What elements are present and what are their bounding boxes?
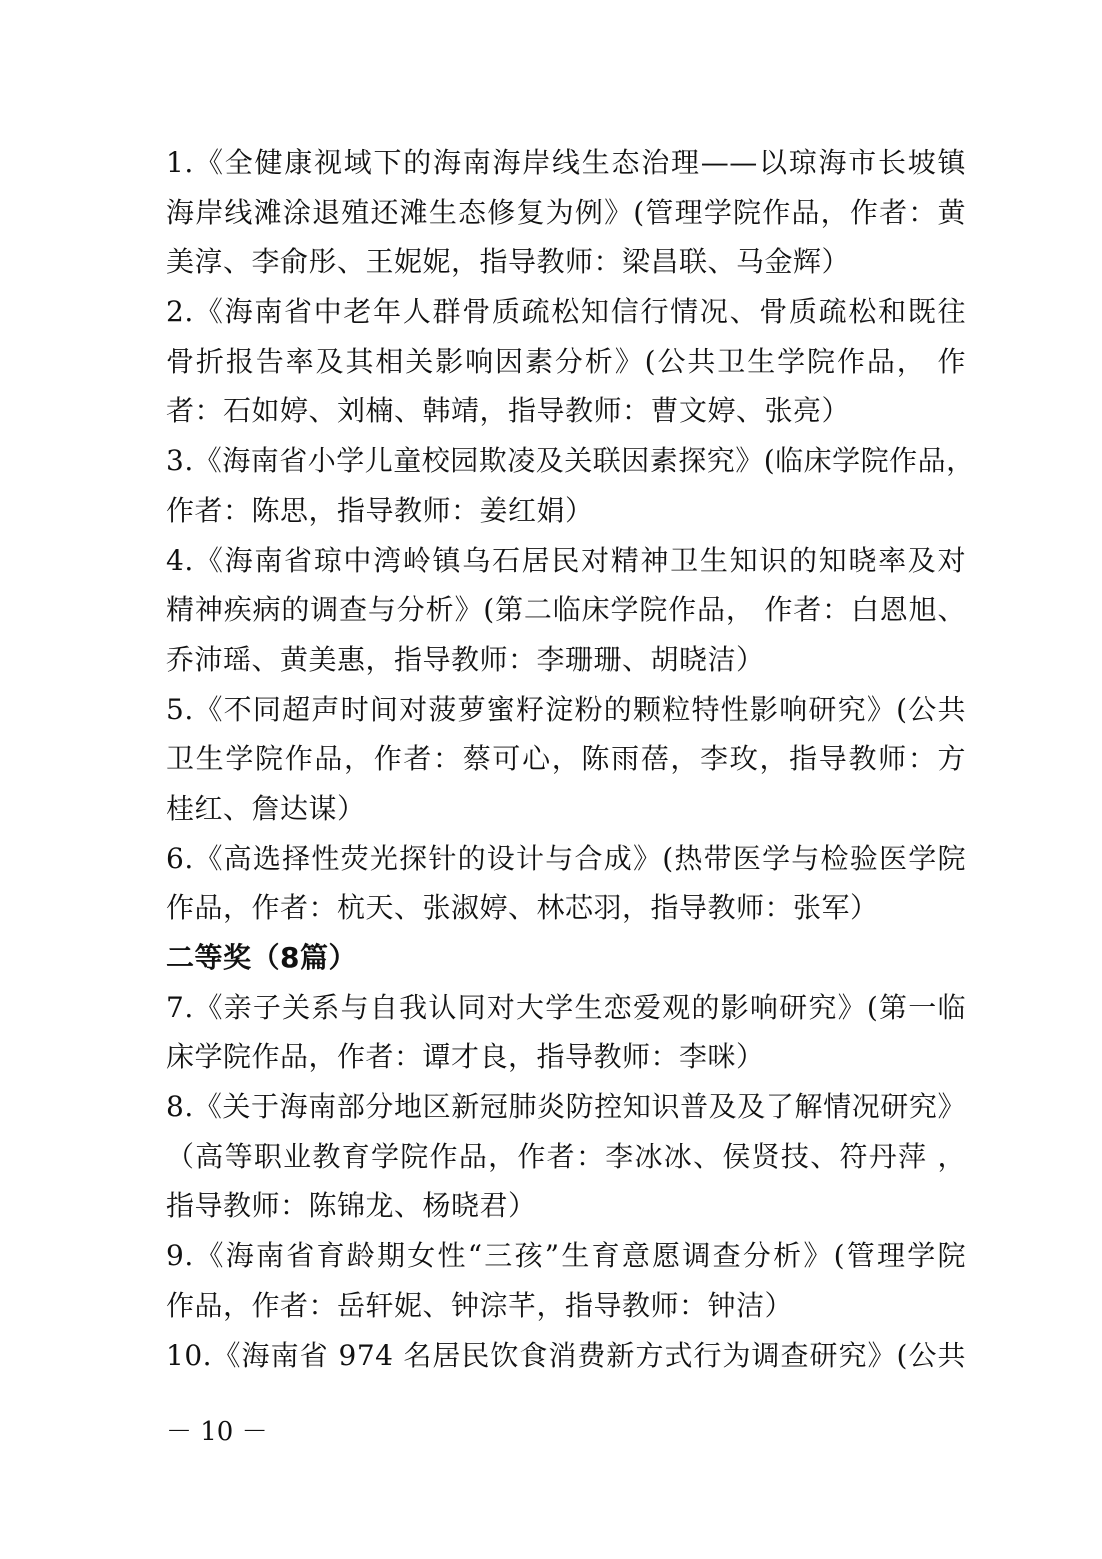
text-line: 指导教师：陈锦龙、杨晓君） (166, 1189, 537, 1223)
text-line: （高等职业教育学院作品，作者：李冰冰、侯贤技、符丹萍 ， (166, 1139, 966, 1173)
text-line: 卫生学院作品，作者：蔡可心，陈雨蓓，李玫，指导教师：方 (166, 742, 966, 776)
document-body (166, 138, 975, 1380)
text-line: 桂红、詹达谋） (166, 791, 366, 825)
text-line: 作品，作者：杭天、张淑婷、林芯羽，指导教师：张军） (166, 891, 879, 925)
text-line: 美淳、李俞彤、王妮妮，指导教师：梁昌联、马金辉） (166, 245, 851, 279)
text-line: 10.《海南省 974 名居民饮食消费新方式行为调查研究》(公共 (166, 1338, 966, 1372)
text-line: 4.《海南省琼中湾岭镇乌石居民对精神卫生知识的知晓率及对 (166, 543, 966, 577)
text-line: 海岸线滩涂退殖还滩生态修复为例》(管理学院作品，作者：黄 (166, 195, 966, 229)
text-line: 1.《全健康视域下的海南海岸线生态治理——以琼海市长坡镇 (166, 146, 966, 179)
text-line: 5.《不同超声时间对菠萝蜜籽淀粉的颗粒特性影响研究》(公共 (166, 692, 966, 726)
text-line: 8.《关于海南部分地区新冠肺炎防控知识普及及了解情况研究》 (166, 1090, 966, 1124)
text-line: 7.《亲子关系与自我认同对大学生恋爱观的影响研究》(第一临 (166, 990, 966, 1024)
text-line: 乔沛瑶、黄美惠，指导教师：李珊珊、胡晓洁） (166, 642, 765, 676)
text-line: 骨折报告率及其相关影响因素分析》(公共卫生学院作品， 作 (166, 344, 966, 378)
text-line: 作品，作者：岳轩妮、钟淙芊，指导教师：钟洁） (166, 1288, 794, 1322)
text-line: 者：石如婷、刘楠、韩靖，指导教师：曹文婷、张亮） (166, 394, 851, 428)
text-line: 2.《海南省中老年人群骨质疏松知信行情况、骨质疏松和既往 (166, 295, 966, 329)
text-line: 精神疾病的调查与分析》(第二临床学院作品， 作者：白恩旭、 (166, 593, 966, 627)
page-number: － 10 － (166, 1417, 268, 1447)
text-line: 6.《高选择性荧光探针的设计与合成》(热带医学与检验医学院 (166, 841, 966, 875)
text-line: 作者：陈思，指导教师：姜红娟） (166, 493, 594, 527)
text-line: 床学院作品，作者：谭才良，指导教师：李咪） (166, 1040, 765, 1074)
text-line: 3.《海南省小学儿童校园欺凌及关联因素探究》(临床学院作品， (166, 444, 975, 478)
section-heading: 二等奖（8篇） (166, 941, 357, 974)
text-line: 9.《海南省育龄期女性“三孩”生育意愿调查分析》(管理学院 (166, 1239, 966, 1273)
